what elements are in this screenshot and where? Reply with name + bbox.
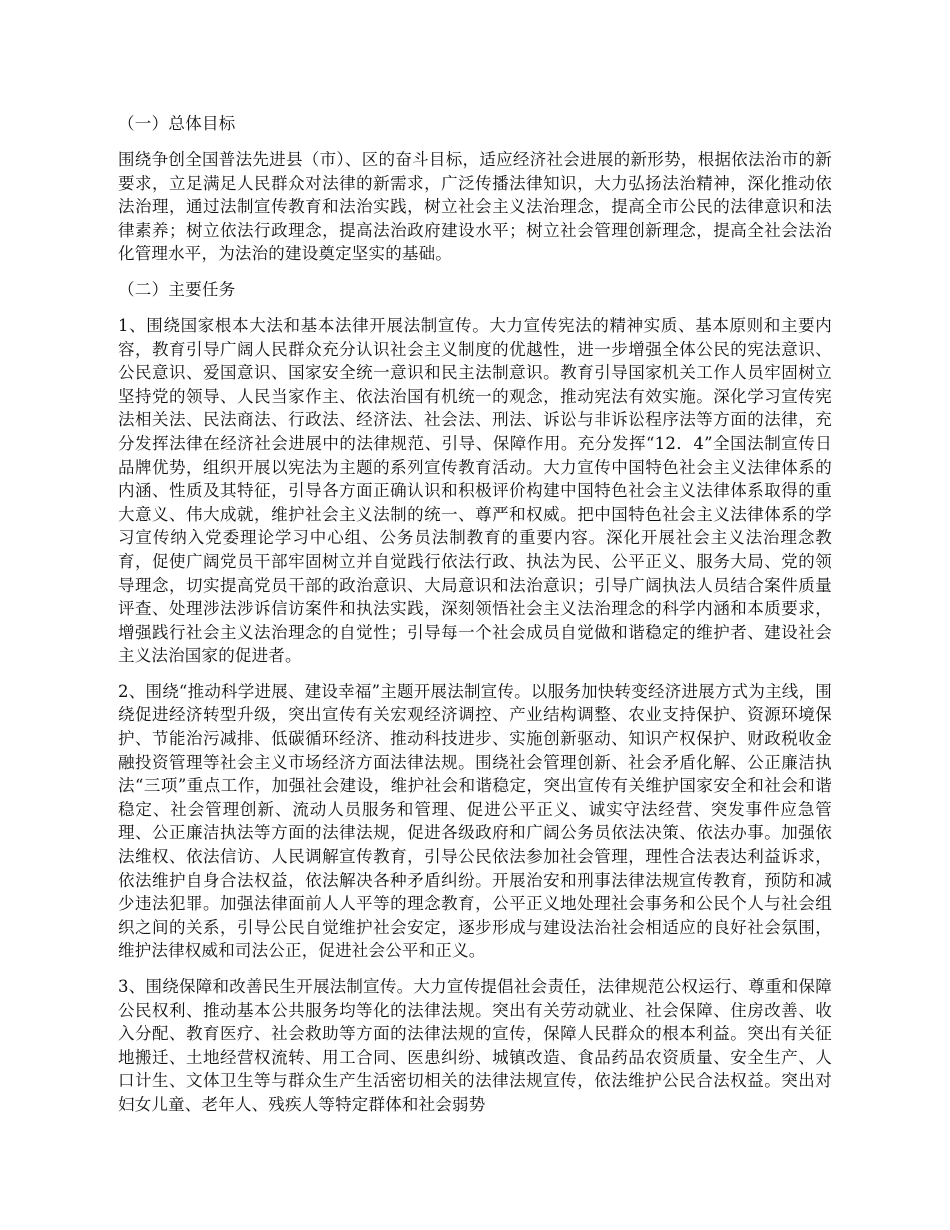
paragraph-task-1: 1、围绕国家根本大法和基本法律开展法制宣传。大力宣传宪法的精神实质、基本原则和主要内容，教育引导广阔人民群众充分认识社会主义制度的优越性，进一步增强全体公民的宪法意识、公民意识、爱国意识、国家安全统一意识和民主法制意识。教育引导国家机关工作人员牢固树立坚持党的领导、人民当家作主、依法治国有机统一的观念，推动宪法有效实施。深化学习宣传宪法相关法、民法商法、行政法、经济法、社会法、刑法、诉讼与非诉讼程序法等方面的法律，充分发挥法律在经济社会进展中的法律规范、引导、保障作用。充分发挥“12．4”全国法制宣传日品牌优势，组织开展以宪法为主题的系列宣传教育活动。大力宣传中国特色社会主义法律体系的内涵、性质及其特征，引导各方面正确认识和积极评价构建中国特色社会主义法律体系取得的重大意义、伟大成就，维护社会主义法制的统一、尊严和权威。把中国特色社会主义法律体系的学习宣传纳入党委理论学习中心组、公务员法制教育的重要内容。深化开展社会主义法治理念教育，促使广阔党员干部牢固树立并自觉践行依法行政、执法为民、公平正义、服务大局、党的领导理念，切实提高党员干部的政治意识、大局意识和法治意识；引导广阔执法人员结合案件质量评查、处理涉法涉诉信访案件和执法实践，深刻领悟社会主义法治理念的科学内涵和本质要求，增强践行社会主义法治理念的自觉性；引导每一个社会成员自觉做和谐稳定的维护者、建设社会主义法治国家的促进者。 [118,315,832,666]
paragraph-overall-goal: 围绕争创全国普法先进县（市）、区的奋斗目标，适应经济社会进展的新形势，根据依法治市的新要求，立足满足人民群众对法律的新需求，广泛传播法律知识，大力弘扬法治精神，深化推动依法治理，通过法制宣传教育和法治实践，树立社会主义法治理念，提高全市公民的法律意识和法律素养；树立依法行政理念，提高法治政府建设水平；树立社会管理创新理念，提高全社会法治化管理水平，为法治的建设奠定坚实的基础。 [118,150,832,264]
section-heading-overall-goal: （一）总体目标 [118,114,236,133]
section-heading-main-tasks: （二）主要任务 [118,279,236,299]
paragraph-task-3: 3、围绕保障和改善民生开展法制宣传。大力宣传提倡社会责任，法律规范公权运行、尊重和保障公民权利、推动基本公共服务均等化的法律法规。突出有关劳动就业、社会保障、住房改善、收入分配、教育医疗、社会救助等方面的法律法规的宣传，保障人民群众的根本利益。突出有关征地搬迁、土地经营权流转、用工合同、医患纠纷、城镇改造、食品药品农资质量、安全生产、人口计生、文体卫生等与群众生产生活密切相关的法律法规宣传，依法维护公民合法权益。突出对妇女儿童、老年人、残疾人等特定群体和社会弱势 [118,977,832,1114]
paragraph-task-2: 2、围绕“推动科学进展、建设幸福”主题开展法制宣传。以服务加快转变经济进展方式为主线，围绕促进经济转型升级，突出宣传有关宏观经济调控、产业结构调整、农业支持保护、资源环境保护、节能治污减排、低碳循环经济、推动科技进步、实施创新驱动、知识产权保护、财政税收金融投资管理等社会主义市场经济方面法律法规。围绕社会管理创新、社会矛盾化解、公正廉洁执法“三项”重点工作，加强社会建设，维护社会和谐稳定，突出宣传有关维护国家安全和社会和谐稳定、社会管理创新、流动人员服务和管理、促进公平正义、诚实守法经营、突发事件应急管理、公正廉洁执法等方面的法律法规，促进各级政府和广阔公务员依法决策、依法办事。加强依法维权、依法信访、人民调解宣传教育，引导公民依法参加社会管理，理性合法表达利益诉求，依法维护自身合法权益，依法解决各种矛盾纠纷。开展治安和刑事法律法规宣传教育，预防和减少违法犯罪。加强法律面前人人平等的理念教育，公平正义地处理社会事务和公民个人与社会组织之间的关系，引导公民自觉维护社会安定，逐步形成与建设法治社会相适应的良好社会氛围，维护法律权威和司法公正，促进社会公平和正义。 [118,681,832,961]
